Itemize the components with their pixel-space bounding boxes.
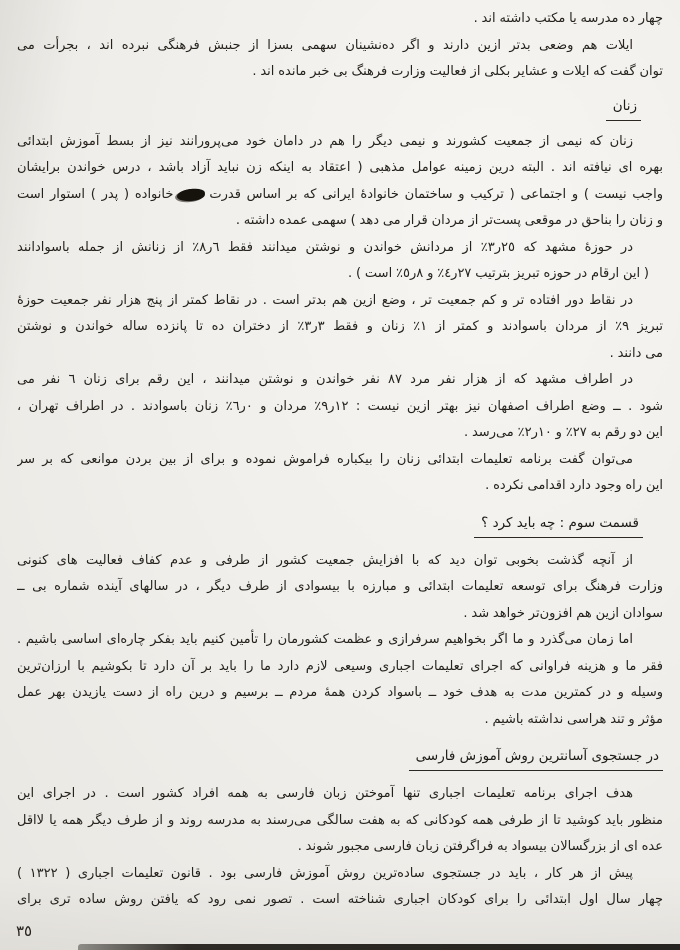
text-line: در حوزهٔ مشهد که ٢٥ر٣٪ از مردانش خواندن و نوشتن میدانند فقط ٦ر٨٪ از زنانش از جمله باسوادانند xyxy=(17,239,633,255)
paragraph xyxy=(17,447,663,500)
section-heading-what-must-be-done: قسمت سوم : چه باید کرد ؟ xyxy=(474,514,643,538)
text-line: مؤثر و تند هراسی نداشته باشیم . xyxy=(484,711,663,727)
text-line: ایلات هم وضعی بدتر ازین دارند و اگر ده‌نشینان سهمی بسزا از جنبش فرهنگی نبرده اند ، بجرأت می xyxy=(17,37,633,53)
paragraph xyxy=(17,861,663,914)
text-line: شود . ــ وضع اطراف اصفهان نیز بهتر ازین نیست : ١٢ر٩٪ مردان و ٠ر٦٪ زنان باسوادند . در اطراف تهران ، xyxy=(17,398,663,414)
text-line: سوادان ازین هم افزون‌تر خواهد شد . xyxy=(463,605,663,621)
text-line: منظور باید کوشید تا از طرفی همه کودکانی که به هفت سالگی می‌رسند به مدرسه روند و از طرف دیگر همه یا لااقل xyxy=(17,812,663,828)
text-line: عده ای از بزرگسالان بیسواد به فراگرفتن زبان فارسی مجبور شوند . xyxy=(297,839,663,854)
text-line: پیش از هر کار ، باید در جستجوی ساده‌ترین روش آموزش فارسی بود . قانون تعلیمات اجباری ( ١٣٢٢ ) xyxy=(17,865,633,881)
text-line: هدف اجرای برنامه تعلیمات اجباری تنها آموختن زبان فارسی به همه افراد کشور است . در اجرای این xyxy=(17,786,633,801)
text-segment: واجب نیست ) و اجتماعی ( ترکیب و ساختمان خانوادهٔ ایرانی که بر اساس قدرت xyxy=(209,186,663,202)
text-line: توان گفت که ایلات و عشایر بکلی از فعالیت وزارت فرهنگ بی خبر مانده اند . xyxy=(252,64,663,79)
text-line: تبریز ٩٪ از مردان باسوادند و کمتر از ١٪ زنان و فقط ٣ر٣٪ از دختران ده تا پانزده ساله خواندن و نوشتن xyxy=(17,319,663,334)
text-line: چهار سال اول ابتدائی را برای کودکان اجباری شناخته است . تصور نمی رود که یافتن روش ساده تری برای xyxy=(17,892,663,907)
section-heading-women: زنان xyxy=(606,97,641,121)
text-line: در نقاط دور افتاده تر و کم جمعیت تر ، وضع ازین هم بدتر است . در نقاط کمتر از پنج هزار نفر جمعیت حوزهٔ xyxy=(17,292,633,308)
text-line: چهار ده مدرسه یا مکتب داشته اند . xyxy=(473,11,663,26)
paragraph xyxy=(17,288,663,368)
text-line: از آنچه گذشت بخوبی توان دید که با افزایش جمعیت کشور از طرفی و عدم کفاف فعالیت های کنونی xyxy=(17,552,633,568)
text-line: وزارت فرهنگ برای توسعه تعلیمات ابتدائی و مبارزه با بیسوادی از طرف دیگر ، در سالهای آینده شماره بی ــ xyxy=(17,579,663,594)
text-line: در اطراف مشهد که از هزار نفر مرد ٨٧ نفر خواندن و نوشتن میدانند ، این رقم برای زنان ٦ نفر می xyxy=(17,372,633,387)
paragraph xyxy=(17,6,663,86)
text-line: فقر ما و هزینه فراوانی که اجرای تعلیمات اجباری وسیعی لازم دارد ما را باید بر آن دارد تا بکوشیم با ارزان‌ترین xyxy=(17,658,663,674)
section-heading-easiest-teaching-method: در جستجوی آسانترین روش آموزش فارسی xyxy=(409,747,663,771)
text-line: این راه وجود دارد اقدامی نکرده . xyxy=(485,478,663,493)
text-line: بهره ای نیافته اند . البته درین زمینه عوامل مذهبی ( اعتقاد به اینکه زن نباید آزاد باشد ، درس خواندن برایشان xyxy=(17,160,663,175)
text-line: می‌توان گفت برنامه تعلیمات ابتدائی زنان را بیکباره فراموش نموده و برای از بین بردن موانعی که بر سر xyxy=(17,451,633,467)
paragraph xyxy=(17,367,663,447)
paragraph xyxy=(17,627,663,733)
paragraph xyxy=(17,548,663,628)
text-line: وسیله و در کمترین مدت به هدف خود ــ باسواد کردن همهٔ مردم ــ برسیم و درین راه از دست یازیدن بهر عمل xyxy=(17,685,663,700)
page-number: ٣٥ xyxy=(16,922,33,940)
paragraph xyxy=(17,235,663,288)
section-heading-row xyxy=(17,500,663,548)
text-segment: خانواده ( پدر ) استوار است xyxy=(17,186,174,202)
text-line xyxy=(17,182,663,209)
paragraph xyxy=(17,129,663,235)
text-line: ( این ارقام در حوزه تبریز بترتیب ٢٧ر٤٪ و ٨ر٥٪ است ) . xyxy=(348,266,649,281)
page-text xyxy=(17,6,663,914)
section-heading-row xyxy=(17,86,663,129)
text-line: اما زمان می‌گذرد و ما اگر بخواهیم سرفرازی و عظمت کشورمان را تأمین کنیم باید بفکر چاره‌ای اساسی باشیم . xyxy=(17,632,633,647)
ink-blot-artifact xyxy=(177,188,206,201)
text-line: و زنان را بناحق در موقعی پست‌تر از مردان قرار می دهد ) سهمی عمده داشته . xyxy=(235,213,663,228)
scan-edge-artifact xyxy=(78,944,680,950)
text-line: زنان که نیمی از جمعیت کشورند و نیمی دیگر را هم در دامان خود می‌پرورانند نیز از بسط آموزش ابتدائی xyxy=(17,133,633,149)
text-line: این دو رقم به ٢٧٪ و ١٠ر٢٪ می‌رسد . xyxy=(464,425,663,440)
section-heading-row xyxy=(17,733,663,781)
paragraph xyxy=(17,781,663,861)
text-line: می دانند . xyxy=(609,345,663,361)
